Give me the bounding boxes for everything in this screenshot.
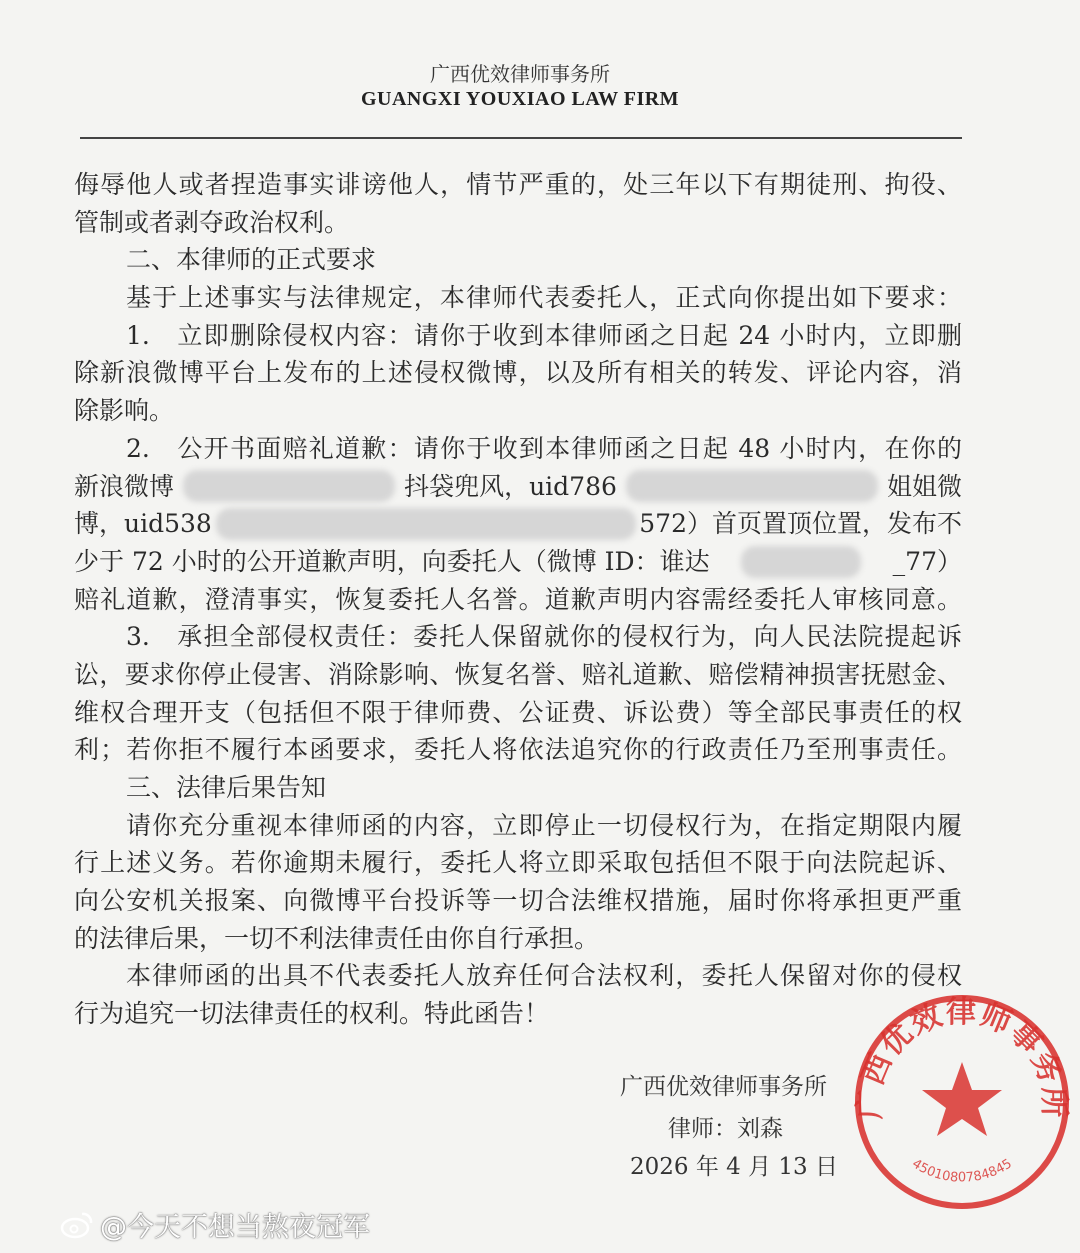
signature-lawyer: 律师：刘森	[668, 1116, 783, 1142]
section-heading: 二、本律师的正式要求	[126, 245, 377, 275]
text-line: 2. 公开书面赔礼道歉：请你于收到本律师函之日起 48 小时内，在你的	[126, 433, 962, 463]
weibo-icon	[60, 1210, 94, 1240]
text-segment: 少于 72 小时的公开道歉声明，向委托人（微博 ID：谁达	[74, 546, 710, 576]
section-heading: 三、法律后果告知	[126, 773, 327, 802]
text-line: 讼，要求你停止侵害、消除影响、恢复名誉、赔礼道歉、赔偿精神损害抚慰金、	[74, 659, 962, 689]
redaction-blur	[183, 470, 395, 502]
letter-body	[74, 166, 962, 1033]
text-line: 的法律后果，一切不利法律责任由你自行承担。	[74, 923, 600, 953]
firm-name-cn: 广西优效律师事务所	[430, 62, 610, 86]
text-line: 管制或者剥夺政治权利。	[74, 207, 350, 237]
text-segment: 抖袋兜风，uid786	[404, 471, 617, 501]
text-line: 利；若你拒不履行本函要求，委托人将依法追究你的行政责任乃至刑事责任。	[74, 735, 962, 765]
text-line: 本律师函的出具不代表委托人放弃任何合法权利，委托人保留对你的侵权	[126, 961, 962, 991]
text-segment: 572）首页置顶位置，发布不	[639, 509, 962, 539]
text-line: 3. 承担全部侵权责任：委托人保留就你的侵权行为，向人民法院提起诉	[126, 622, 962, 652]
signature-firm: 广西优效律师事务所	[620, 1074, 827, 1100]
text-line: 侮辱他人或者捏造事实诽谤他人，情节严重的，处三年以下有期徒刑、拘役、	[74, 170, 962, 199]
seal-arc-text: 广西优效律师事务所	[852, 995, 1072, 1120]
redaction-blur	[741, 546, 861, 578]
svg-text:4501080784845	[909, 1156, 1015, 1185]
header-divider	[80, 137, 962, 139]
text-segment: 姐姐微	[886, 471, 962, 501]
text-line: 维权合理开支（包括但不限于律师费、公证费、诉讼费）等全部民事责任的权	[74, 697, 962, 727]
text-line: 赔礼道歉，澄清事实，恢复委托人名誉。道歉声明内容需经委托人审核同意。	[74, 584, 962, 614]
text-line: 向公安机关报案、向微博平台投诉等一切合法维权措施，届时你将承担更严重	[74, 886, 962, 916]
watermark-text: @今天不想当熬夜冠军	[100, 1212, 370, 1243]
text-segment: 新浪微博	[74, 471, 175, 501]
text-segment: _77）	[892, 546, 962, 576]
signature-date: 2026 年 4 月 13 日	[630, 1154, 838, 1180]
text-line: 行为追究一切法律责任的权利。特此函告！	[74, 999, 550, 1029]
text-line: 行上述义务。若你逾期未履行，委托人将立即采取包括但不限于向法院起诉、	[74, 848, 962, 878]
text-line: 除新浪微博平台上发布的上述侵权微博，以及所有相关的转发、评论内容，消	[74, 358, 962, 388]
redacted-line	[74, 505, 962, 543]
text-line: 基于上述事实与法律规定，本律师代表委托人，正式向你提出如下要求：	[126, 283, 962, 313]
redaction-blur	[626, 470, 878, 502]
text-line: 1. 立即删除侵权内容：请你于收到本律师函之日起 24 小时内，立即删	[126, 320, 962, 350]
redacted-line	[74, 543, 962, 581]
redacted-line	[74, 468, 962, 506]
seal-number: 4501080784845	[909, 1156, 1015, 1186]
text-segment: 博，uid538	[74, 509, 212, 539]
text-line: 除影响。	[74, 396, 175, 426]
redaction-blur	[216, 508, 636, 540]
official-seal	[850, 990, 1074, 1214]
firm-name-en: GUANGXI YOUXIAO LAW FIRM	[360, 88, 680, 110]
star-icon	[922, 1062, 1002, 1136]
weibo-watermark	[60, 1205, 370, 1244]
text-line: 请你充分重视本律师函的内容，立即停止一切侵权行为，在指定期限内履	[126, 810, 962, 840]
